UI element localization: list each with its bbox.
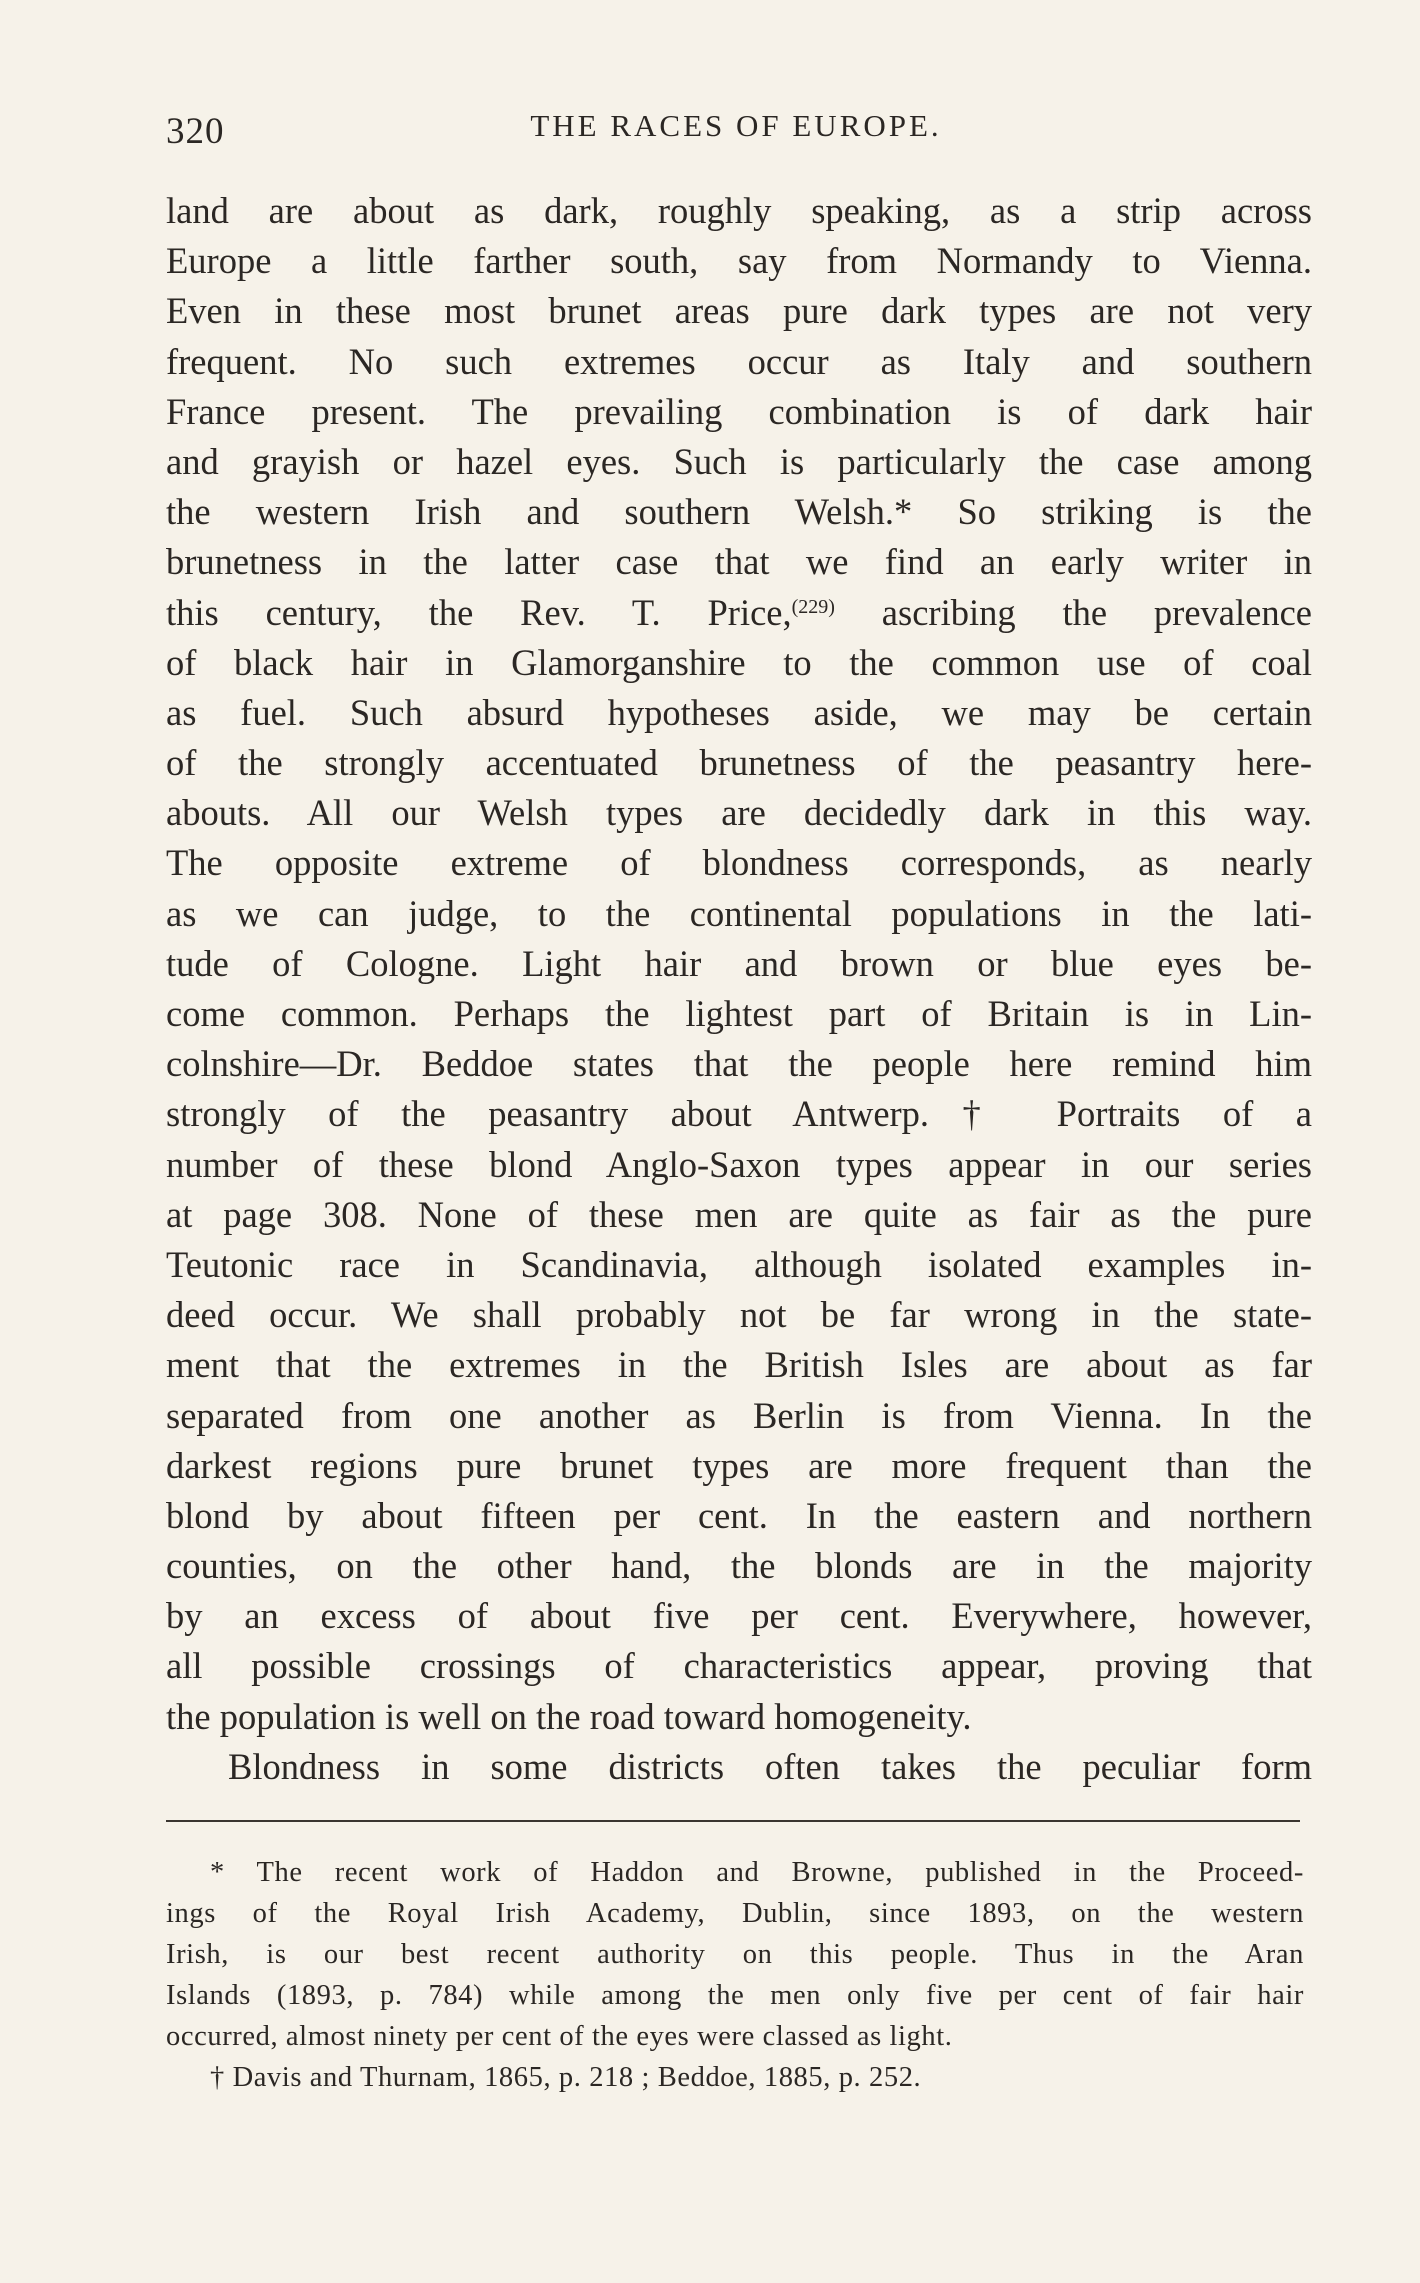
text-line: strongly of the peasantry about Antwerp.† Portraits of a — [166, 1093, 1312, 1135]
text-line-with-citation — [166, 588, 1312, 638]
page-number: 320 — [166, 111, 225, 152]
text-line: number of these blond Anglo-Saxon types appear in our series — [166, 1143, 1312, 1185]
text-line: as we can judge, to the continental populations in the lati- — [166, 892, 1312, 934]
text-line: colnshire—Dr. Beddoe states that the people here remind him — [166, 1043, 1312, 1085]
text-line: by an excess of about five per cent. Everywhere, however, — [166, 1595, 1312, 1637]
text-line: the western Irish and southern Welsh.* So striking is the — [166, 491, 1312, 533]
footnote-line: Irish, is our best recent authority on this people. Thus in the Aran — [166, 1939, 1304, 1970]
text-segment: this century, the Rev. T. Price, — [166, 591, 792, 633]
running-title: THE RACES OF EUROPE. — [530, 108, 942, 143]
text-line: Blondness in some districts often takes the peculiar form — [228, 1745, 1312, 1787]
text-line: darkest regions pure brunet types are more frequent than the — [166, 1444, 1312, 1486]
text-line: deed occur. We shall probably not be far wrong in the state- — [166, 1294, 1312, 1336]
text-line: blond by about fifteen per cent. In the eastern and northern — [166, 1494, 1312, 1536]
text-line: separated from one another as Berlin is from Vienna. In the — [166, 1394, 1312, 1436]
text-line: at page 308. None of these men are quite as fair as the pure — [166, 1193, 1312, 1235]
text-line: and grayish or hazel eyes. Such is particularly the case among — [166, 440, 1312, 482]
text-line: abouts. All our Welsh types are decidedly dark in this way. — [166, 792, 1312, 834]
text-line: as fuel. Such absurd hypotheses aside, we may be certain — [166, 691, 1312, 733]
text-line: ment that the extremes in the British Isles are about as far — [166, 1344, 1312, 1386]
text-line: Europe a little farther south, say from Normandy to Vienna. — [166, 240, 1312, 282]
page-header — [166, 104, 1306, 154]
text-line: Even in these most brunet areas pure dark types are not very — [166, 290, 1312, 332]
footnotes — [166, 1852, 1304, 2098]
footnote-line: * The recent work of Haddon and Browne, published in the Proceed- — [210, 1857, 1304, 1888]
footnote-line: † Davis and Thurnam, 1865, p. 218 ; Beddoe, 1885, p. 252. — [210, 2062, 922, 2093]
text-line: the population is well on the road toward homogeneity. — [166, 1695, 972, 1737]
text-line: all possible crossings of characteristics appear, proving that — [166, 1645, 1312, 1687]
text-line: of black hair in Glamorganshire to the common use of coal — [166, 641, 1312, 683]
text-line: counties, on the other hand, the blonds are in the majority — [166, 1545, 1312, 1587]
text-line: France present. The prevailing combination is of dark hair — [166, 390, 1312, 432]
text-line: land are about as dark, roughly speaking, as a strip across — [166, 190, 1312, 231]
footnote-line: occurred, almost ninety per cent of the eyes were classed as light. — [166, 2021, 953, 2052]
text-line: of the strongly accentuated brunetness of the peasantry here- — [166, 742, 1312, 784]
footnote-divider — [166, 1820, 1300, 1822]
text-line: Teutonic race in Scandinavia, although isolated examples in- — [166, 1243, 1312, 1285]
text-line: frequent. No such extremes occur as Italy and southern — [166, 340, 1312, 382]
text-line: brunetness in the latter case that we find an early writer in — [166, 541, 1312, 583]
citation-reference: (229) — [791, 595, 835, 618]
main-text — [166, 186, 1312, 1792]
text-segment: ascribing the prevalence — [834, 591, 1312, 633]
footnote-line: ings of the Royal Irish Academy, Dublin, since 1893, on the western — [166, 1898, 1304, 1929]
text-line: tude of Cologne. Light hair and brown or blue eyes be- — [166, 942, 1312, 984]
text-line: come common. Perhaps the lightest part of Britain is in Lin- — [166, 993, 1312, 1034]
footnote-line: Islands (1893, p. 784) while among the men only five per cent of fair hair — [166, 1980, 1304, 2011]
text-line: The opposite extreme of blondness corresponds, as nearly — [166, 842, 1312, 884]
